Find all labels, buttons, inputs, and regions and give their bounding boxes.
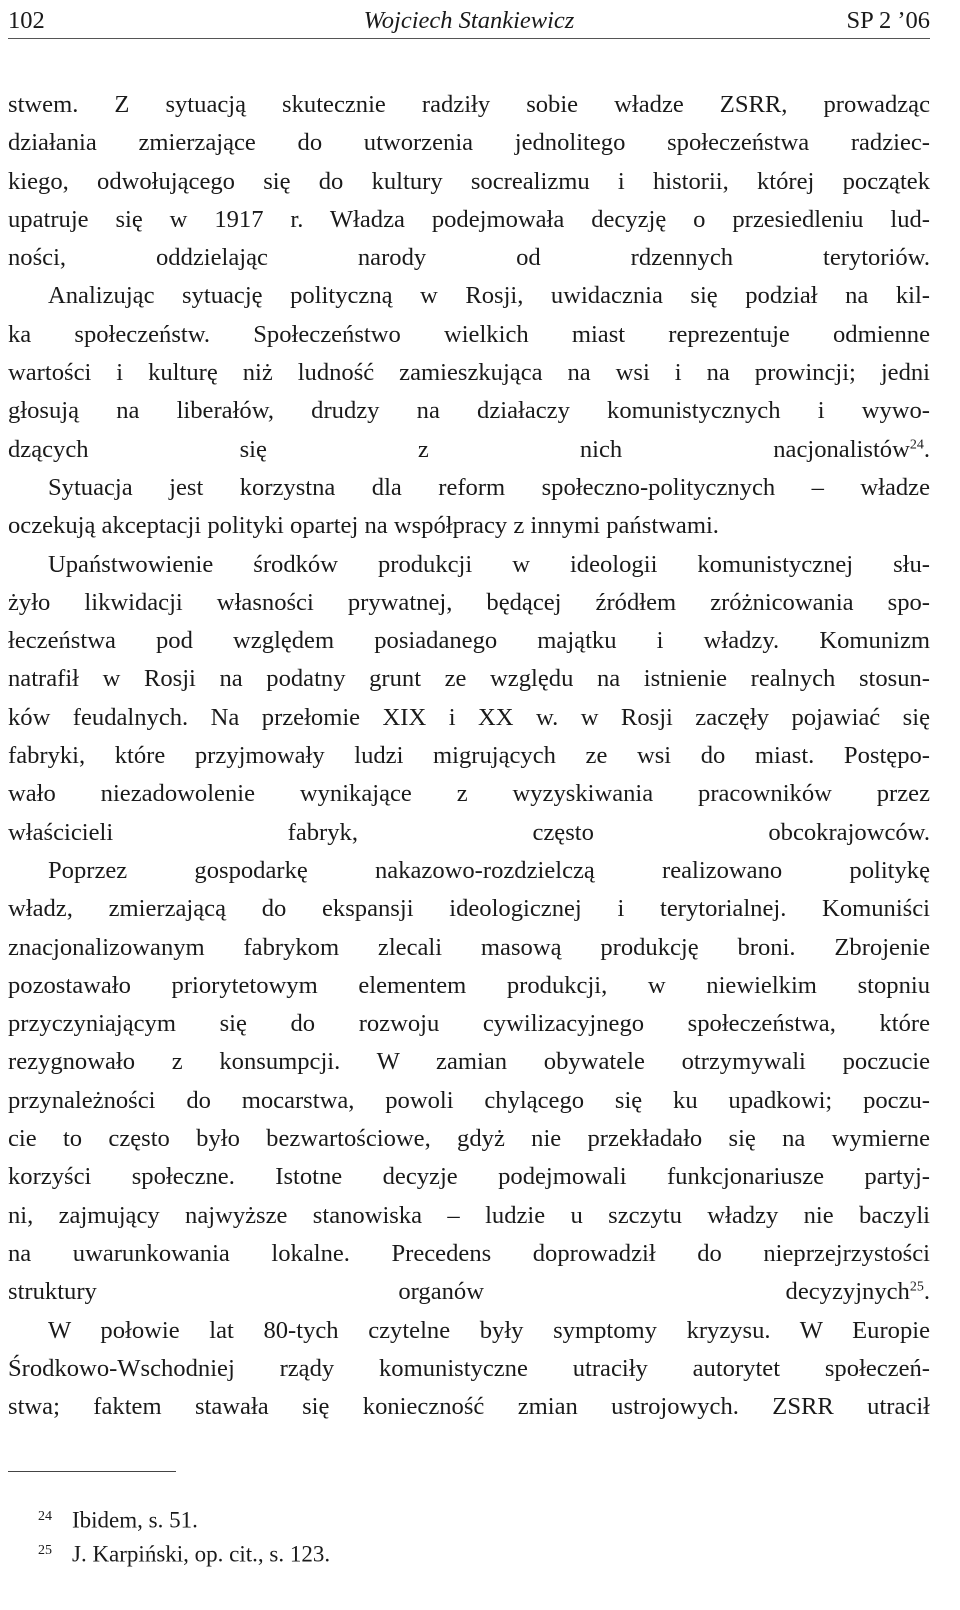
text-line: na uwarunkowania lokalne. Precedens doprowadził do nieprzejrzystości xyxy=(8,1239,930,1267)
text-line: ków feudalnych. Na przełomie XIX i XX w. w Rosji zaczęły pojawiać się xyxy=(8,703,930,731)
text-line: łeczeństwa pod względem posiadanego majątku i władzy. Komunizm xyxy=(8,627,930,655)
text-line: fabryki, które przyjmowały ludzi migrujących ze wsi do miast. Postępo- xyxy=(8,742,930,770)
text-line: właścicieli fabryk, często obcokrajowców. xyxy=(8,818,930,846)
footnote-24 xyxy=(8,1502,198,1536)
footnote-ref-24: 24 xyxy=(909,437,924,453)
footnote-rule xyxy=(8,1471,176,1472)
text-line: korzyści społeczne. Istotne decyzje podejmowali funkcjonariusze partyj- xyxy=(8,1163,930,1191)
text-line: natrafił w Rosji na podatny grunt ze względu na istnienie realnych stosun- xyxy=(8,665,930,693)
text-line: oczekują akceptacji polityki opartej na współpracy z innymi państwami. xyxy=(8,512,719,540)
text-line: Analizując sytuację polityczną w Rosji, uwidacznia się podział na kil- xyxy=(48,282,930,310)
footnote-25 xyxy=(8,1536,330,1570)
text-line: ni, zajmujący najwyższe stanowiska – ludzie u szczytu władzy nie baczyli xyxy=(8,1201,930,1229)
page-number: 102 xyxy=(8,7,45,34)
page-header xyxy=(8,4,930,38)
text-line: wało niezadowolenie wynikające z wyzyskiwania pracowników przez xyxy=(8,780,930,808)
text-line: stwem. Z sytuacją skutecznie radziły sobie władze ZSRR, prowadząc xyxy=(8,91,930,118)
text-line: Upaństwowienie środków produkcji w ideologii komunistycznej słu- xyxy=(48,550,930,578)
footnote-text: Ibidem, s. 51. xyxy=(72,1507,198,1533)
body-text xyxy=(8,86,930,1426)
text-line: cie to często było bezwartościowe, gdyż nie przekładało się na wymierne xyxy=(8,1125,930,1153)
footnote-number: 25 xyxy=(38,1543,52,1558)
text-line: struktury organów decyzyjnych$^{25}$. xyxy=(8,1278,930,1306)
text-line: rezygnowało z konsumpcji. W zamian obywatele otrzymywali poczucie xyxy=(8,1048,930,1076)
text-line: W połowie lat 80-tych czytelne były symptomy kryzysu. W Europie xyxy=(48,1316,930,1344)
text-line: pozostawało priorytetowym elementem produkcji, w niewielkim stopniu xyxy=(8,971,930,999)
text-line: ka społeczeństw. Społeczeństwo wielkich miast reprezentuje odmienne xyxy=(8,320,930,348)
running-title: Wojciech Stankiewicz xyxy=(363,7,575,34)
text-line: działania zmierzające do utworzenia jednolitego społeczeństwa radziec- xyxy=(8,129,930,157)
text-line: ności, oddzielając narody od rdzennych terytoriów. xyxy=(8,244,930,272)
text-line: żyło likwidacji własności prywatnej, będącej źródłem zróżnicowania spo- xyxy=(8,588,930,616)
text-line: władz, zmierzającą do ekspansji ideologicznej i terytorialnej. Komuniści xyxy=(8,895,930,923)
text-line: upatruje się w 1917 r. Władza podejmowała decyzję o przesiedleniu lud- xyxy=(8,205,930,233)
text-line: przynależności do mocarstwa, powoli chylącego się ku upadkowi; poczu- xyxy=(8,1086,930,1114)
text-line: głosują na liberałów, drudzy na działaczy komunistycznych i wywo- xyxy=(8,397,930,425)
text-line: znacjonalizowanym fabrykom zlecali masową produkcję broni. Zbrojenie xyxy=(8,933,930,961)
text-line: kiego, odwołującego się do kultury socrealizmu i historii, której początek xyxy=(8,167,930,195)
header-rule xyxy=(8,38,930,39)
footnote-ref-25: 25 xyxy=(909,1279,924,1295)
text-line: stwa; faktem stawała się konieczność zmian ustrojowych. ZSRR utracił xyxy=(8,1393,930,1421)
text-line: przyczyniającym się do rozwoju cywilizacyjnego społeczeństwa, które xyxy=(8,1010,930,1038)
text-line: dzących się z nich nacjonalistów$^{24}$. xyxy=(8,435,930,463)
footnote-text: J. Karpiński, op. cit., s. 123. xyxy=(72,1541,331,1567)
footnote-number: 24 xyxy=(38,1509,52,1524)
text-line: Środkowo-Wschodniej rządy komunistyczne utraciły autorytet społeczeń- xyxy=(8,1354,930,1382)
text-line: wartości i kulturę niż ludność zamieszkująca na wsi i na prowincji; jedni xyxy=(8,359,930,387)
text-line: Poprzez gospodarkę nakazowo-rozdzielczą realizowano politykę xyxy=(48,856,930,884)
journal-issue: SP 2 ’06 xyxy=(846,7,930,34)
text-line: Sytuacja jest korzystna dla reform społeczno-politycznych – władze xyxy=(48,473,930,501)
